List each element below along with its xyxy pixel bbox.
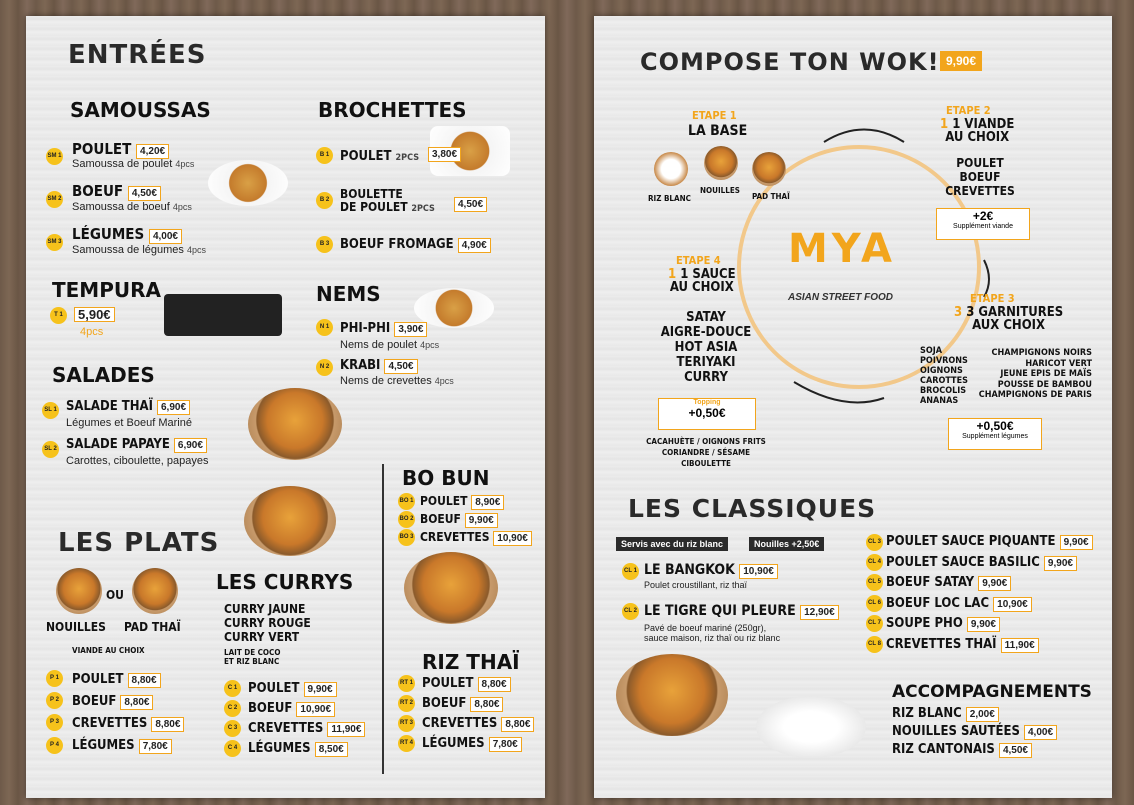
samoussa-photo: [208, 160, 288, 206]
wok-title: COMPOSE TON WOK!: [640, 48, 940, 76]
price-tag: 10,90€: [493, 531, 532, 546]
riz-blanc-tag: Servis avec du riz blanc: [616, 537, 728, 551]
item-code: P 2: [46, 692, 63, 709]
item-code: B 1: [316, 147, 333, 164]
price-tag: 4,90€: [458, 238, 491, 253]
item-code: C 3: [224, 720, 241, 737]
item-description: Samoussa de légumes 4pcs: [72, 244, 206, 256]
item-description: Pavé de boeuf mariné (250gr), sauce maison, riz thaï ou riz blanc: [644, 623, 781, 643]
tempura-title: TEMPURA: [52, 278, 161, 302]
menu-item-name[interactable]: LÉGUMES 7,80€: [72, 738, 172, 754]
ou-label: OU: [106, 588, 124, 602]
price-tag: 10,90€: [296, 702, 335, 717]
price-tag: 4,50€: [999, 743, 1032, 758]
menu-item-name[interactable]: BOEUF 9,90€: [420, 512, 498, 528]
menu-item-name[interactable]: POULET SAUCE PIQUANTE 9,90€: [886, 534, 1093, 550]
accompagnements-title: ACCOMPAGNEMENTS: [892, 682, 1092, 702]
menu-item-name[interactable]: BOEUF LOC LAC 10,90€: [886, 596, 1032, 612]
item-code: SM 3: [46, 234, 63, 251]
price-tag: 7,80€: [139, 739, 172, 754]
menu-item-name[interactable]: CREVETTES 8,80€: [72, 716, 184, 732]
supplement-legumes-box: +0,50€ Supplément légumes: [948, 418, 1042, 450]
price-tag: 9,90€: [978, 576, 1011, 591]
price-tag: 4,50€: [128, 186, 161, 201]
item-code: T 1: [50, 307, 67, 324]
menu-item-name[interactable]: NOUILLES SAUTÉES 4,00€: [892, 724, 1057, 740]
price-tag: 8,80€: [151, 717, 184, 732]
price-tag: 9,90€: [465, 513, 498, 528]
item-code: N 2: [316, 359, 333, 376]
bobun-title: BO BUN: [402, 466, 490, 490]
price-tag: 2,00€: [966, 707, 999, 722]
garnitures-col1: SOJA POIVRONS OIGNONS CAROTTES BROCOLIS ANANAS: [920, 346, 968, 406]
rizthai-title: RIZ THAÏ: [422, 650, 520, 674]
menu-item-name[interactable]: SALADE PAPAYE 6,90€: [66, 437, 207, 453]
riz-blanc-photo: [654, 152, 688, 186]
price-tag: 9,90€: [304, 682, 337, 697]
item-code: BO 1: [398, 493, 415, 510]
samoussas-title: SAMOUSSAS: [70, 98, 211, 122]
menu-item-name[interactable]: LE TIGRE QUI PLEURE 12,90€: [644, 603, 839, 620]
menu-item-name[interactable]: BOEUF 10,90€: [248, 701, 335, 717]
column-divider: [382, 464, 384, 774]
price-tag: 11,90€: [1001, 638, 1039, 653]
viande-au-choix: VIANDE AU CHOIX: [72, 646, 145, 655]
mya-tagline: ASIAN STREET FOOD: [788, 292, 894, 303]
price-tag: 7,80€: [489, 737, 522, 752]
menu-item-name[interactable]: LÉGUMES 8,50€: [248, 741, 348, 757]
price-tag: 4,50€: [454, 197, 487, 212]
price-tag: 12,90€: [800, 605, 839, 620]
price-tag: 8,80€: [501, 717, 534, 732]
price-tag: 3,90€: [394, 322, 427, 337]
menu-item-name[interactable]: CREVETTES THAÏ 11,90€: [886, 637, 1039, 653]
nouilles-base-photo: [704, 146, 738, 180]
item-code: BO 2: [398, 511, 415, 528]
accompagnements-photo: [756, 696, 866, 758]
price-tag: 10,90€: [993, 597, 1032, 612]
left-menu-page: [26, 16, 545, 798]
item-description: Samoussa de boeuf 4pcs: [72, 201, 192, 213]
nouilles-label: NOUILLES: [46, 620, 106, 634]
curry-types: CURRY JAUNE CURRY ROUGE CURRY VERT: [224, 602, 311, 644]
entrees-title: ENTRÉES: [68, 40, 207, 70]
etape2-label: ETAPE 2: [946, 104, 991, 117]
menu-item-name[interactable]: BOEUF 4,50€: [72, 182, 161, 201]
item-code: CL 8: [866, 636, 883, 653]
item-description: Poulet croustillant, riz thaï: [644, 580, 748, 590]
menu-item-name[interactable]: BOEUF 8,80€: [72, 694, 153, 710]
classiques-title: LES CLASSIQUES: [628, 494, 877, 523]
item-code: C 4: [224, 740, 241, 757]
menu-item-name[interactable]: POULET 9,90€: [248, 681, 337, 697]
price-tag: 6,90€: [157, 400, 190, 415]
nouilles-supplement-tag: Nouilles +2,50€: [749, 537, 824, 551]
price-tag: 3,80€: [428, 147, 461, 162]
etape4-title: 1 1 SAUCE AU CHOIX: [668, 267, 736, 295]
etape3-title: 3 3 GARNITURES AUX CHOIX: [954, 305, 1064, 333]
item-code: CL 4: [866, 554, 883, 571]
base-option[interactable]: RIZ BLANC: [648, 194, 691, 203]
tempura-price-wrap: [74, 306, 115, 324]
item-code: CL 7: [866, 615, 883, 632]
item-code: CL 1: [622, 563, 639, 580]
pad-thai-base-photo: [752, 152, 786, 186]
item-code: CL 5: [866, 574, 883, 591]
menu-item-name[interactable]: PHI-PHI 3,90€: [340, 321, 427, 337]
etape4-label: ETAPE 4: [676, 254, 721, 267]
price-tag: 8,80€: [120, 695, 153, 710]
menu-item-name[interactable]: POULET 8,80€: [422, 676, 511, 692]
currys-title: LES CURRYS: [216, 570, 354, 594]
sauce-options: SATAY AIGRE-DOUCE HOT ASIA TERIYAKI CURRY: [660, 310, 752, 385]
item-code: B 2: [316, 192, 333, 209]
menu-item-name[interactable]: LÉGUMES 4,00€: [72, 225, 182, 244]
etape3-label: ETAPE 3: [970, 292, 1015, 305]
menu-item-name[interactable]: CREVETTES 11,90€: [248, 721, 365, 737]
item-code: RT 4: [398, 735, 415, 752]
item-code: CL 3: [866, 534, 883, 551]
price-tag: 6,90€: [174, 438, 207, 453]
price-tag: 4,00€: [1024, 725, 1057, 740]
garnitures-col2: CHAMPIGNONS NOIRS HARICOT VERT JEUNE EPIS DE MAÏS POUSSE DE BAMBOU CHAMPIGNONS DE PARIS: [978, 348, 1092, 400]
viande-options: POULET BOEUF CREVETTES: [945, 156, 1015, 198]
item-description: Carottes, ciboulette, papayes: [66, 455, 209, 467]
salades-title: SALADES: [52, 363, 155, 387]
menu-item-name[interactable]: POULET 8,90€: [420, 494, 504, 510]
bobun-photo: [404, 552, 498, 624]
item-code: P 3: [46, 714, 63, 731]
item-description: Nems de crevettes 4pcs: [340, 375, 454, 387]
topping-box: Topping +0,50€: [658, 398, 756, 430]
topping-options: CACAHUÈTE / OIGNONS FRITS CORIANDRE / SÉSAME CIBOULETTE: [646, 437, 766, 468]
menu-item-name[interactable]: RIZ CANTONAIS 4,50€: [892, 742, 1032, 758]
pad-thai-label: PAD THAÏ: [124, 620, 181, 634]
wok-price-badge: 9,90€: [940, 51, 982, 71]
price-tag: 9,90€: [1044, 556, 1077, 571]
item-code: SM 1: [46, 148, 63, 165]
menu-item-name[interactable]: CREVETTES 8,80€: [422, 716, 534, 732]
supplement-viande-box: +2€ Supplément viande: [936, 208, 1030, 240]
item-code: B 3: [316, 236, 333, 253]
menu-item-name[interactable]: BOULETTE DE POULET 2PCS: [340, 187, 435, 214]
price-tag: 9,90€: [967, 617, 1000, 632]
menu-item-name[interactable]: POULET SAUCE BASILIC 9,90€: [886, 555, 1077, 571]
mya-logo: MYA: [788, 226, 896, 272]
price-tag: 8,90€: [471, 495, 504, 510]
pad-thai-photo: [132, 568, 178, 614]
nouilles-photo: [56, 568, 102, 614]
etape1-title: LA BASE: [688, 123, 748, 139]
price-tag: 4,20€: [136, 144, 169, 159]
item-code: SL 1: [42, 402, 59, 419]
item-code: RT 2: [398, 695, 415, 712]
menu-item-name[interactable]: BOEUF FROMAGE 4,90€: [340, 237, 491, 253]
menu-item-name[interactable]: RIZ BLANC 2,00€: [892, 706, 999, 722]
item-code: SM 2: [46, 191, 63, 208]
plats-title: LES PLATS: [58, 528, 220, 558]
item-code: CL 2: [622, 603, 639, 620]
item-code: C 2: [224, 700, 241, 717]
right-menu-page: [594, 16, 1112, 798]
price-tag: 4,50€: [384, 359, 417, 374]
price-tag-wrap: [454, 194, 487, 212]
etape2-title: 1 1 VIANDE AU CHOIX: [940, 117, 1015, 145]
tigre-photo: [616, 654, 728, 736]
price-tag-wrap: [428, 144, 461, 162]
menu-item-name[interactable]: BOEUF SATAY 9,90€: [886, 575, 1011, 591]
item-description: Légumes et Boeuf Mariné: [66, 417, 192, 429]
base-option[interactable]: PAD THAÏ: [752, 192, 790, 201]
menu-item-name[interactable]: KRABI 4,50€: [340, 358, 418, 374]
price-tag: 8,50€: [315, 742, 348, 757]
item-code: BO 3: [398, 529, 415, 546]
item-code: C 1: [224, 680, 241, 697]
base-option[interactable]: NOUILLES: [700, 186, 740, 195]
price-tag: 9,90€: [1060, 535, 1093, 550]
menu-item-name[interactable]: LE BANGKOK 10,90€: [644, 562, 778, 579]
item-code: P 4: [46, 737, 63, 754]
brochettes-title: BROCHETTES: [318, 98, 467, 122]
tempura-qty: 4pcs: [80, 326, 104, 338]
price-tag: 4,00€: [149, 229, 182, 244]
curry-bowl-photo: [244, 486, 336, 556]
item-description: Samoussa de poulet 4pcs: [72, 158, 195, 170]
price-tag: 5,90€: [74, 307, 115, 322]
menu-item-name[interactable]: SALADE THAÏ 6,90€: [66, 399, 190, 415]
price-tag: 8,80€: [128, 673, 161, 688]
menu-item-name[interactable]: SOUPE PHO 9,90€: [886, 616, 1000, 632]
item-code: CL 6: [866, 595, 883, 612]
item-code: N 1: [316, 319, 333, 336]
price-tag: 11,90€: [327, 722, 365, 737]
item-code: RT 3: [398, 715, 415, 732]
price-tag: 8,80€: [470, 697, 503, 712]
item-code: RT 1: [398, 675, 415, 692]
price-tag: 8,80€: [478, 677, 511, 692]
curry-note: LAIT DE COCO ET RIZ BLANC: [224, 648, 281, 666]
menu-item-name[interactable]: POULET 4,20€: [72, 140, 169, 159]
salad-photo: [248, 388, 342, 460]
etape1-label: ETAPE 1: [692, 109, 737, 122]
menu-item-name[interactable]: POULET 2PCS: [340, 149, 420, 164]
arrow-top: [824, 130, 904, 143]
item-code: SL 2: [42, 441, 59, 458]
menu-item-name[interactable]: LÉGUMES 7,80€: [422, 736, 522, 752]
nems-title: NEMS: [316, 282, 381, 306]
item-description: Nems de poulet 4pcs: [340, 339, 440, 351]
menu-item-name[interactable]: BOEUF 8,80€: [422, 696, 503, 712]
menu-item-name[interactable]: POULET 8,80€: [72, 672, 161, 688]
item-code: P 1: [46, 670, 63, 687]
tempura-photo: [164, 294, 282, 336]
price-tag: 10,90€: [739, 564, 778, 579]
menu-item-name[interactable]: CREVETTES 10,90€: [420, 530, 532, 546]
